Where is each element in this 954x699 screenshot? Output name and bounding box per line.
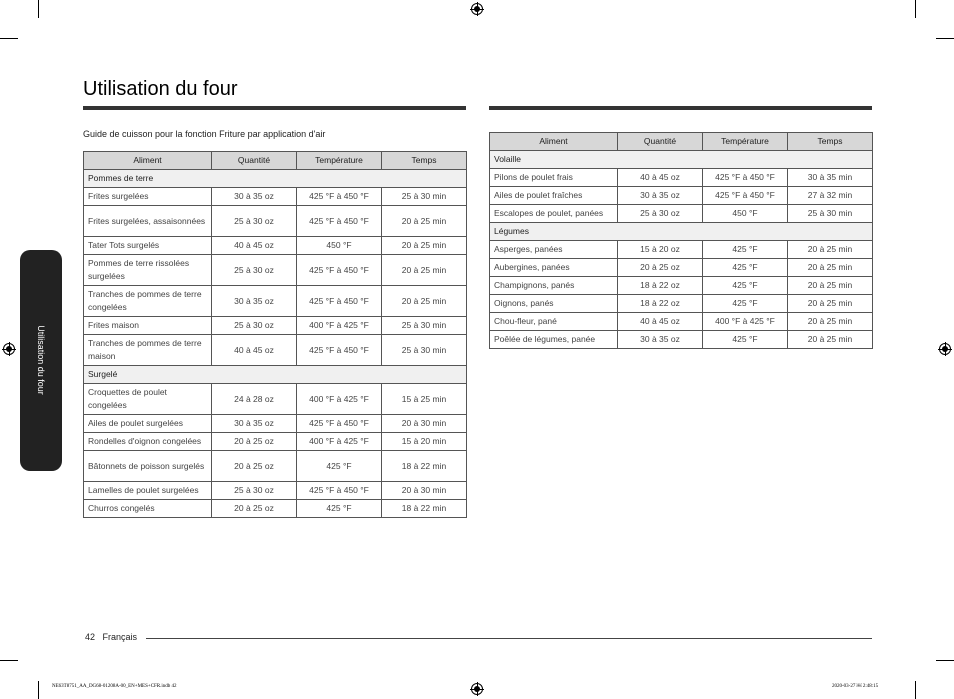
cell-temperature: 425 °F [703,295,788,313]
table-row [490,295,873,313]
cell-aliment: Asperges, panées [490,241,618,259]
page-number: 42 [85,632,96,642]
cell-aliment: Poêlée de légumes, panée [490,331,618,349]
section-label: Surgelé [84,366,467,384]
table-header-row [84,152,467,170]
header-temperature: Température [297,152,382,170]
cell-temperature: 425 °F à 450 °F [703,187,788,205]
cell-aliment: Ailes de poulet surgelées [84,415,212,433]
crop-mark [915,681,916,699]
table-row [84,384,467,415]
cell-temps: 20 à 25 min [788,259,873,277]
header-aliment: Aliment [84,152,212,170]
cell-quantite: 40 à 45 oz [618,169,703,187]
cell-temps: 18 à 22 min [382,451,467,482]
cell-aliment: Champignons, panés [490,277,618,295]
cell-temps: 20 à 25 min [788,277,873,295]
section-label: Volaille [490,151,873,169]
cell-quantite: 18 à 22 oz [618,277,703,295]
table-row [84,451,467,482]
header-aliment: Aliment [490,133,618,151]
cell-temperature: 425 °F à 450 °F [297,335,382,366]
cell-temperature: 425 °F à 450 °F [297,482,382,500]
cell-temps: 20 à 25 min [382,206,467,237]
cell-temperature: 425 °F [703,277,788,295]
cell-quantite: 25 à 30 oz [212,255,297,286]
cell-temperature: 425 °F [703,331,788,349]
cell-quantite: 30 à 35 oz [212,415,297,433]
cooking-table-left [83,151,467,518]
cell-aliment: Frites surgelées [84,188,212,206]
table-row [490,241,873,259]
crop-mark [38,681,39,699]
cell-temps: 20 à 25 min [788,331,873,349]
table-row [490,259,873,277]
cell-temperature: 450 °F [297,237,382,255]
table-row [84,206,467,237]
section-row [490,151,873,169]
cell-aliment: Frites maison [84,317,212,335]
cell-temperature: 425 °F à 450 °F [297,206,382,237]
intro-text: Guide de cuisson pour la fonction Friture par application d'air [83,129,326,139]
cell-quantite: 40 à 45 oz [618,313,703,331]
cell-quantite: 30 à 35 oz [618,331,703,349]
cell-quantite: 25 à 30 oz [212,317,297,335]
table-row [490,313,873,331]
registration-mark-icon [2,342,16,356]
cell-temps: 20 à 25 min [788,295,873,313]
cell-temps: 30 à 35 min [788,169,873,187]
table-row [84,237,467,255]
footer-rule [146,638,872,639]
cell-aliment: Tater Tots surgelés [84,237,212,255]
cell-aliment: Rondelles d'oignon congelées [84,433,212,451]
header-quantite: Quantité [212,152,297,170]
cell-quantite: 15 à 20 oz [618,241,703,259]
section-label: Pommes de terre [84,170,467,188]
cell-temperature: 400 °F à 425 °F [297,433,382,451]
title-rule-right [489,106,872,110]
cell-quantite: 20 à 25 oz [618,259,703,277]
table-row [490,187,873,205]
print-slug-file: NE63T8751_AA_DG68-01208A-00_EN+MES+CFR.indb 42 [52,684,177,689]
table-row [84,335,467,366]
cell-aliment: Lamelles de poulet surgelées [84,482,212,500]
table-header-row [490,133,873,151]
cell-temps: 15 à 20 min [382,433,467,451]
cell-quantite: 30 à 35 oz [212,286,297,317]
table-row [490,331,873,349]
table-row [84,500,467,518]
crop-mark [0,660,18,661]
cell-temps: 15 à 25 min [382,384,467,415]
registration-mark-icon [938,342,952,356]
cell-temps: 27 à 32 min [788,187,873,205]
cell-quantite: 25 à 30 oz [212,206,297,237]
cell-aliment: Ailes de poulet fraîches [490,187,618,205]
cell-temps: 20 à 25 min [382,286,467,317]
cell-temperature: 425 °F à 450 °F [297,415,382,433]
table-row [84,317,467,335]
cell-temperature: 400 °F à 425 °F [297,317,382,335]
cell-aliment: Tranches de pommes de terre congelées [84,286,212,317]
header-temps: Temps [382,152,467,170]
registration-mark-icon [470,682,484,696]
cell-aliment: Tranches de pommes de terre maison [84,335,212,366]
cooking-table-right [489,132,873,349]
cell-aliment: Escalopes de poulet, panées [490,205,618,223]
table-row [84,415,467,433]
cell-quantite: 18 à 22 oz [618,295,703,313]
header-temperature: Température [703,133,788,151]
cell-temps: 20 à 30 min [382,415,467,433]
cell-aliment: Frites surgelées, assaisonnées [84,206,212,237]
cell-quantite: 25 à 30 oz [212,482,297,500]
cell-aliment: Bâtonnets de poisson surgelés [84,451,212,482]
cell-aliment: Churros congelés [84,500,212,518]
cell-quantite: 40 à 45 oz [212,237,297,255]
cell-temperature: 450 °F [703,205,788,223]
table-row [84,188,467,206]
cell-temperature: 425 °F [297,500,382,518]
table-row [490,277,873,295]
cell-aliment: Aubergines, panées [490,259,618,277]
section-label: Légumes [490,223,873,241]
table-row [84,286,467,317]
section-row [84,366,467,384]
cell-aliment: Pilons de poulet frais [490,169,618,187]
page-title: Utilisation du four [83,78,238,100]
cell-temps: 20 à 25 min [382,255,467,286]
cell-quantite: 40 à 45 oz [212,335,297,366]
cell-aliment: Oignons, panés [490,295,618,313]
table-row [84,433,467,451]
crop-mark [936,38,954,39]
cell-quantite: 25 à 30 oz [618,205,703,223]
cell-temps: 25 à 30 min [788,205,873,223]
cell-temperature: 425 °F [703,259,788,277]
crop-mark [936,660,954,661]
cell-temperature: 425 °F à 450 °F [297,255,382,286]
cell-temps: 18 à 22 min [382,500,467,518]
cell-temperature: 400 °F à 425 °F [297,384,382,415]
crop-mark [38,0,39,18]
cell-temperature: 425 °F à 450 °F [703,169,788,187]
table-row [490,169,873,187]
cell-temps: 20 à 25 min [788,313,873,331]
title-rule-left [83,106,466,110]
cell-quantite: 20 à 25 oz [212,500,297,518]
cell-temps: 25 à 30 min [382,317,467,335]
cell-temps: 20 à 30 min [382,482,467,500]
section-row [84,170,467,188]
cell-temperature: 425 °F [703,241,788,259]
table-row [84,482,467,500]
cell-temperature: 425 °F à 450 °F [297,286,382,317]
table-row [84,255,467,286]
cell-aliment: Chou-fleur, pané [490,313,618,331]
cell-quantite: 24 à 28 oz [212,384,297,415]
cell-quantite: 20 à 25 oz [212,451,297,482]
header-temps: Temps [788,133,873,151]
cell-quantite: 30 à 35 oz [618,187,703,205]
side-tab-label: Utilisation du four [36,325,46,395]
crop-mark [915,0,916,18]
section-row [490,223,873,241]
cell-temps: 20 à 25 min [382,237,467,255]
page-footer [85,632,137,642]
cell-temperature: 425 °F [297,451,382,482]
cell-quantite: 30 à 35 oz [212,188,297,206]
page-language: Français [102,632,138,642]
cell-temperature: 425 °F à 450 °F [297,188,382,206]
cell-temps: 25 à 30 min [382,335,467,366]
crop-mark [0,38,18,39]
cell-aliment: Pommes de terre rissolées surgelées [84,255,212,286]
header-quantite: Quantité [618,133,703,151]
table-row [490,205,873,223]
print-slug-date: 2020-03-27 ￼ 2:48:15 [832,684,879,689]
cell-quantite: 20 à 25 oz [212,433,297,451]
cell-temperature: 400 °F à 425 °F [703,313,788,331]
cell-aliment: Croquettes de poulet congelées [84,384,212,415]
registration-mark-icon [470,2,484,16]
cell-temps: 20 à 25 min [788,241,873,259]
cell-temps: 25 à 30 min [382,188,467,206]
